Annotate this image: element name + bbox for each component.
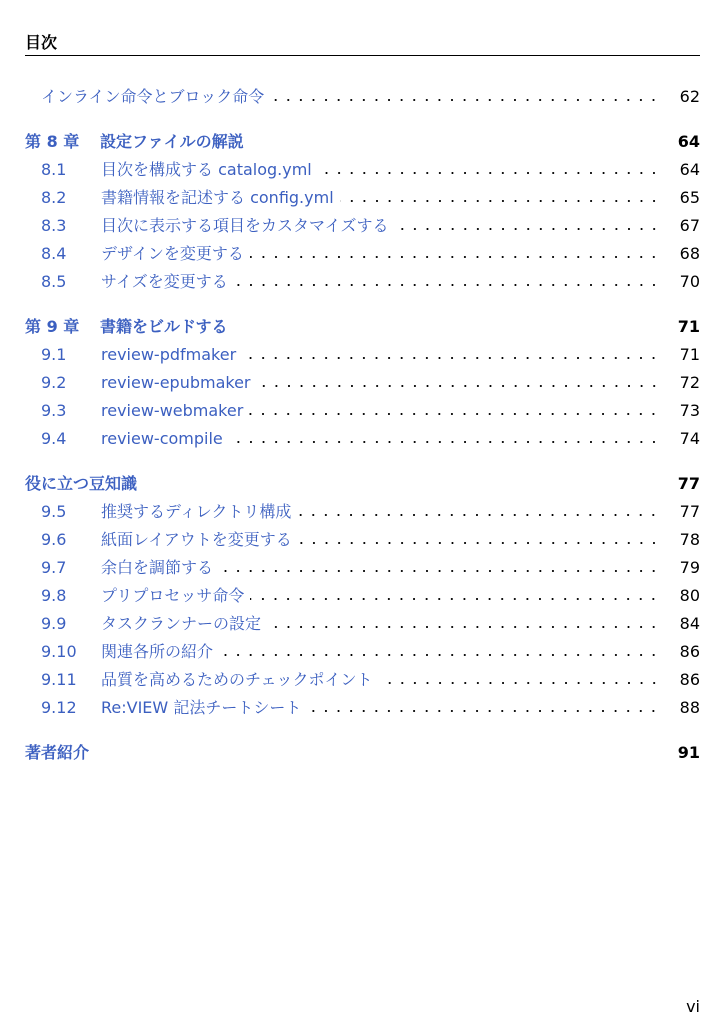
toc-entry-title[interactable]: review-pdfmaker <box>101 345 237 364</box>
chapter-page: 64 <box>677 132 700 151</box>
toc-entry-title[interactable]: review-epubmaker <box>101 373 251 392</box>
toc-entry[interactable] <box>25 694 700 722</box>
leader-dots <box>340 188 660 208</box>
leader-dots <box>395 216 660 236</box>
leader-dots <box>297 502 660 522</box>
chapter-page: 71 <box>677 317 700 336</box>
leader-dots <box>219 558 660 578</box>
leader-dots <box>249 401 660 421</box>
toc-entry-page: 71 <box>679 345 700 364</box>
toc-entry[interactable] <box>25 498 700 526</box>
chapter-number: 第 8 章 <box>25 132 80 151</box>
toc-entry[interactable] <box>25 610 700 638</box>
toc-entry-number: 9.1 <box>41 345 67 364</box>
leader-dots <box>307 698 660 718</box>
toc-entry-number: 9.10 <box>41 642 77 661</box>
leader-dots <box>318 160 660 180</box>
toc-entry-page: 79 <box>679 558 700 577</box>
toc-section-author[interactable] <box>25 739 700 767</box>
toc-entry-title[interactable]: 関連各所の紹介 <box>101 642 214 661</box>
toc-entry-number: 9.12 <box>41 698 77 717</box>
toc-entry-number: 8.3 <box>41 216 67 235</box>
chapter-title[interactable]: 書籍をビルドする <box>100 317 228 336</box>
toc-entry-page: 86 <box>679 642 700 661</box>
leader-dots <box>257 373 661 393</box>
toc-entry[interactable] <box>25 397 700 425</box>
chapter-title[interactable]: 著者紹介 <box>25 743 90 762</box>
toc-entry-title[interactable]: タスクランナーの設定 <box>101 614 262 633</box>
header-rule <box>25 55 700 56</box>
toc-entry-number: 9.9 <box>41 614 67 633</box>
toc-entry-title[interactable]: サイズを変更する <box>101 272 228 291</box>
toc-section-tips[interactable] <box>25 470 700 498</box>
toc-entry-title[interactable]: 書籍情報を記述する config.yml <box>101 188 334 207</box>
toc-entry-page: 65 <box>679 188 700 207</box>
toc-entry-number: 9.5 <box>41 502 67 521</box>
toc-entry[interactable] <box>25 582 700 610</box>
toc-entry-number: 9.4 <box>41 429 67 448</box>
toc-entry[interactable] <box>25 425 700 453</box>
toc-entry[interactable] <box>25 666 700 694</box>
toc-entry-page: 77 <box>679 502 700 521</box>
toc-entry[interactable] <box>25 638 700 666</box>
toc-entry-title[interactable]: 品質を高めるためのチェックポイント <box>101 670 373 689</box>
toc-entry-title[interactable]: review-compile <box>101 429 223 448</box>
toc-entry-title[interactable]: review-webmaker <box>101 401 244 420</box>
leader-dots <box>242 345 660 365</box>
chapter-page: 77 <box>677 474 700 493</box>
toc-entry-page: 74 <box>679 429 700 448</box>
toc-entry-number: 9.6 <box>41 530 67 549</box>
page-number: vi <box>686 997 700 1016</box>
page-header-title: 目次 <box>25 33 58 52</box>
leader-dots <box>250 244 660 264</box>
toc-entry-title[interactable]: 目次に表示する項目をカスタマイズする <box>101 216 389 235</box>
toc-entry-title[interactable]: プリプロセッサ命令 <box>101 586 245 605</box>
leader-dots <box>379 670 660 690</box>
toc-entry-number: 9.3 <box>41 401 67 420</box>
toc-entry-page: 73 <box>679 401 700 420</box>
toc-entry-page: 86 <box>679 670 700 689</box>
chapter-page: 91 <box>677 743 700 762</box>
leader-dots <box>250 586 660 606</box>
toc-entry-page: 68 <box>679 244 700 263</box>
toc-entry-number: 9.11 <box>41 670 77 689</box>
toc-entry-number: 8.4 <box>41 244 67 263</box>
toc-entry[interactable] <box>25 268 700 296</box>
toc-entry[interactable] <box>25 83 700 111</box>
toc-entry[interactable] <box>25 554 700 582</box>
toc-entry-page: 70 <box>679 272 700 291</box>
toc-entry-page: 88 <box>679 698 700 717</box>
leader-dots <box>267 614 660 634</box>
toc-entry[interactable] <box>25 184 700 212</box>
chapter-number: 第 9 章 <box>25 317 80 336</box>
leader-dots <box>270 87 660 107</box>
toc-chapter-8[interactable] <box>25 128 700 156</box>
leader-dots <box>219 642 660 662</box>
toc-entry-number: 8.1 <box>41 160 67 179</box>
toc-entry-page: 62 <box>679 87 700 106</box>
toc-entry-number: 8.5 <box>41 272 67 291</box>
toc-entry-title[interactable]: インライン命令とブロック命令 <box>41 87 265 106</box>
toc-entry-page: 84 <box>679 614 700 633</box>
toc-entry-page: 72 <box>679 373 700 392</box>
toc-entry-page: 67 <box>679 216 700 235</box>
toc-entry-title[interactable]: 紙面レイアウトを変更する <box>101 530 292 549</box>
chapter-title[interactable]: 設定ファイルの解説 <box>100 132 244 151</box>
toc-entry[interactable] <box>25 341 700 369</box>
toc-entry[interactable] <box>25 156 700 184</box>
toc-entry[interactable] <box>25 369 700 397</box>
toc-entry[interactable] <box>25 240 700 268</box>
toc-entry-number: 9.2 <box>41 373 67 392</box>
toc-entry-page: 80 <box>679 586 700 605</box>
toc-entry-title[interactable]: 推奨するディレクトリ構成 <box>101 502 292 521</box>
toc-entry-page: 78 <box>679 530 700 549</box>
toc-entry-title[interactable]: 目次を構成する catalog.yml <box>101 160 312 179</box>
toc-entry-title[interactable]: 余白を調節する <box>101 558 214 577</box>
toc-entry[interactable] <box>25 526 700 554</box>
toc-entry-title[interactable]: デザインを変更する <box>101 244 244 263</box>
toc-entry-number: 9.8 <box>41 586 67 605</box>
leader-dots <box>298 530 660 550</box>
toc-entry-number: 8.2 <box>41 188 67 207</box>
chapter-title[interactable]: 役に立つ豆知識 <box>25 474 138 493</box>
leader-dots <box>229 429 660 449</box>
toc-entry-page: 64 <box>679 160 700 179</box>
toc-entry-title[interactable]: Re:VIEW 記法チートシート <box>101 698 302 717</box>
leader-dots <box>234 272 660 292</box>
toc-entry-number: 9.7 <box>41 558 67 577</box>
toc-entry[interactable] <box>25 212 700 240</box>
toc-chapter-9[interactable] <box>25 313 700 341</box>
